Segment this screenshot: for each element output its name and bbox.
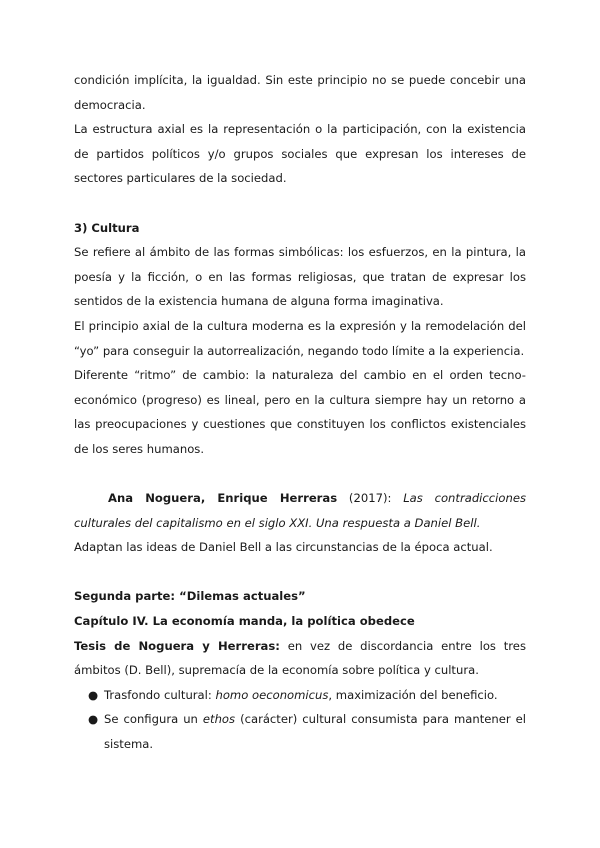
bullet-icon: ●: [88, 687, 99, 702]
chapter-heading-text: Capítulo IV. La economía manda, la política obedece: [74, 614, 415, 629]
part-heading-text: Segunda parte: “Dilemas actuales”: [74, 589, 306, 604]
reference-authors: Ana Noguera, Enrique Herreras: [108, 491, 338, 506]
document-page: [74, 68, 526, 757]
thesis-paragraph: [74, 634, 526, 683]
chapter-heading: [74, 609, 526, 634]
bullet1-post: , maximización del beneficio.: [328, 687, 498, 702]
reference-citation: [74, 486, 526, 535]
bullet1-pre: Trasfondo cultural:: [104, 687, 216, 702]
reference-year: (2017):: [337, 491, 404, 506]
thesis-text: en vez de discordancia entre los tres ámbitos (D. Bell), supremacía de la economía sobre política y cultura.: [74, 638, 526, 678]
paragraph-ritmo-cambio: Diferente “ritmo” de cambio: la naturaleza del cambio en el orden tecno-económico (progreso) es lineal, pero en la cultura siempre hay un retorno a las preocupaciones y cuestiones que constituyen los conflictos existenciales de los seres humanos.: [74, 368, 526, 456]
reference-title: Las contradicciones culturales del capitalismo en el siglo XXI. Una respuesta a Daniel Bell.: [74, 491, 526, 530]
section-heading-cultura-text: 3) Cultura: [74, 220, 140, 235]
paragraph-principio-axial: El principio axial de la cultura moderna es la expresión y la remodelación del “yo” para conseguir la autorrealización, negando todo límite a la experiencia.: [74, 318, 526, 358]
thesis-label: Tesis de Noguera y Herreras:: [74, 638, 280, 653]
bullet2-italic: ethos: [202, 712, 236, 727]
list-item: [74, 707, 526, 756]
bullet1-italic: homo oeconomicus: [215, 687, 329, 702]
paragraph-igualdad: condición implícita, la igualdad. Sin este principio no se puede concebir una democracia.: [74, 73, 526, 112]
part-heading: [74, 584, 526, 609]
paragraph-estructura-axial: La estructura axial es la representación o la participación, con la existencia de partidos políticos y/o grupos sociales que expresan los intereses de sectores particulares de la sociedad.: [74, 122, 526, 186]
reference-note: Adaptan las ideas de Daniel Bell a las circunstancias de la época actual.: [74, 540, 493, 555]
paragraph-cultura-definicion: Se refiere al ámbito de las formas simbólicas: los esfuerzos, en la pintura, la poesía y la ficción, o en las formas religiosas, que tratan de expresar los sentidos de la existencia humana de alguna forma imaginativa.: [74, 245, 526, 309]
bullet-list: [74, 683, 526, 757]
list-item: [74, 683, 526, 708]
bullet2-pre: Se configura un: [104, 712, 203, 727]
bullet2-post: (carácter) cultural consumista para mantener el sistema.: [104, 712, 526, 752]
section-heading-cultura: [74, 216, 526, 241]
bullet-icon: ●: [88, 712, 99, 727]
